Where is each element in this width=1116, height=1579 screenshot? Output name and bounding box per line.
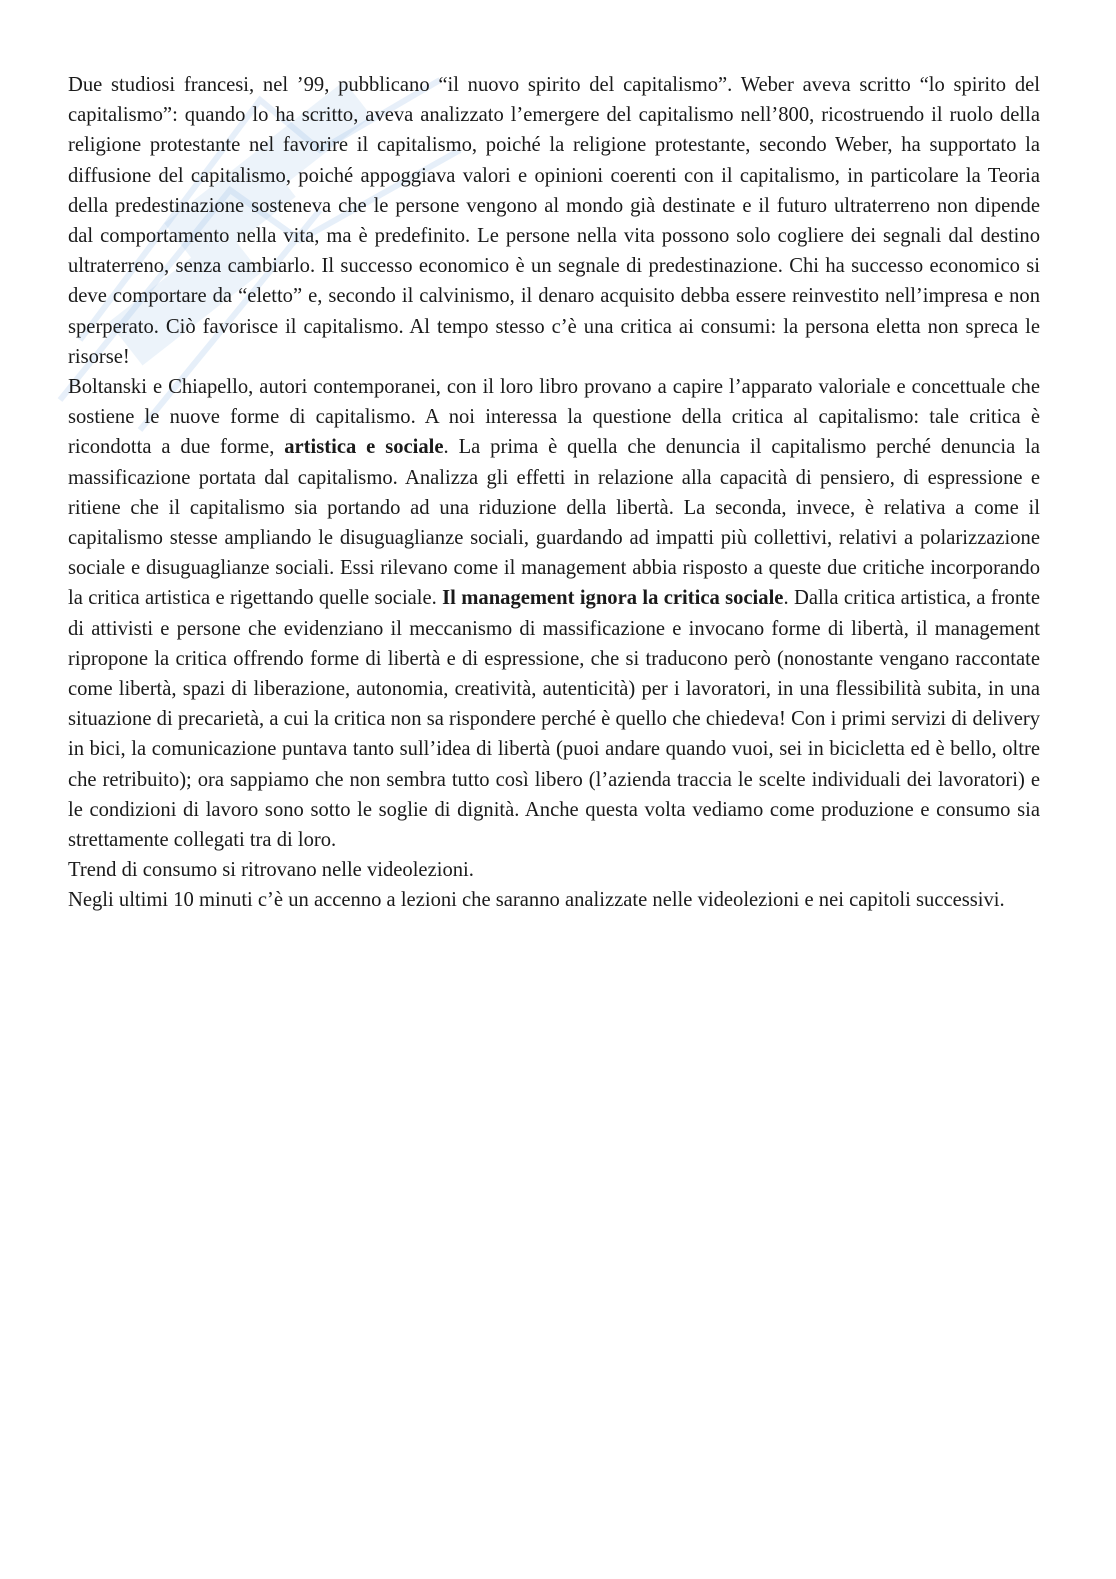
text-run: . Dalla critica artistica, a fronte di attivisti e persone che evidenziano il meccanismo di massificazione e invocano forme di libertà, il management ripropone la critica offrendo forme di libertà e di espressione, che si traducono però (nonostante vengano raccontate come libertà, spazi di liberazione, autonomia, creatività, autenticità) per i lavoratori, in una flessibilità subita, in una situazione di precarietà, a cui la critica non sa rispondere perché è quello che chiedeva! Con i primi servizi di delivery in bici, la comunicazione puntava tanto sull’idea di libertà (puoi andare quando vuoi, sei in bicicletta ed è bello, oltre che retribuito); ora sappiamo che non sembra tutto così libero (l’azienda traccia le scelte individuali dei lavoratori) e le condizioni di lavoro sono sotto le soglie di dignità. Anche questa volta vediamo come produzione e consumo sia strettamente collegati tra di loro. [68,587,1040,852]
document-body [68,70,1040,916]
text-run: . La prima è quella che denuncia il capitalismo perché denuncia la massificazione portata dal capitalismo. Analizza gli effetti in relazione alla capacità di pensiero, di espressione e ritiene che il capitalismo sia portando ad una riduzione della libertà. La seconda, invece, è relativa a come il capitalismo stesse ampliando le disuguaglianze sociali, guardando ad impatti più collettivi, relativi a polarizzazione sociale e disuguaglianze sociali. Essi rilevano come il management abbia risposto a queste due critiche incorporando la critica artistica e rigettando quelle sociale. [68,436,1040,610]
text-run: Trend di consumo si ritrovano nelle videolezioni. [68,859,474,882]
paragraph-trend [68,855,1040,885]
bold-text-run: artistica e sociale [284,436,444,459]
paragraph-weber [68,70,1040,372]
paragraph-boltanski-chiapello [68,372,1040,855]
text-run: Boltanski e Chiapello, autori contemporanei, con il loro libro provano a capire l’apparato valoriale e concettuale che sostiene le nuove forme di capitalismo. A noi interessa la questione della critica al capitalismo: tale critica è ricondotta a due forme, [68,376,1040,459]
text-run: Negli ultimi 10 minuti c’è un accenno a lezioni che saranno analizzate nelle videolezioni e nei capitoli successivi. [68,889,1005,912]
paragraph-closing [68,885,1040,915]
text-run: Due studiosi francesi, nel ’99, pubblicano “il nuovo spirito del capitalismo”. Weber aveva scritto “lo spirito del capitalismo”: quando lo ha scritto, aveva analizzato l’emergere del capitalismo nell’800, ricostruendo il ruolo della religione protestante nel favorire il capitalismo, poiché la religione protestante, secondo Weber, ha supportato la diffusione del capitalismo, poiché appoggiava valori e opinioni coerenti con il capitalismo, in particolare la Teoria della predestinazione sosteneva che le persone vengono al mondo già destinate e il futuro ultraterreno non dipende dal comportamento nella vita, ma è predefinito. Le persone nella vita possono solo cogliere dei segnali dal destino ultraterreno, senza cambiarlo. Il successo economico è un segnale di predestinazione. Chi ha successo economico si deve comportare da “eletto” e, secondo il calvinismo, il denaro acquisito debba essere reinvestito nell’impresa e non sperperato. Ciò favorisce il capitalismo. Al tempo stesso c’è una critica ai consumi: la persona eletta non spreca le risorse! [68,74,1040,368]
bold-text-run: Il management ignora la critica sociale [442,587,784,610]
